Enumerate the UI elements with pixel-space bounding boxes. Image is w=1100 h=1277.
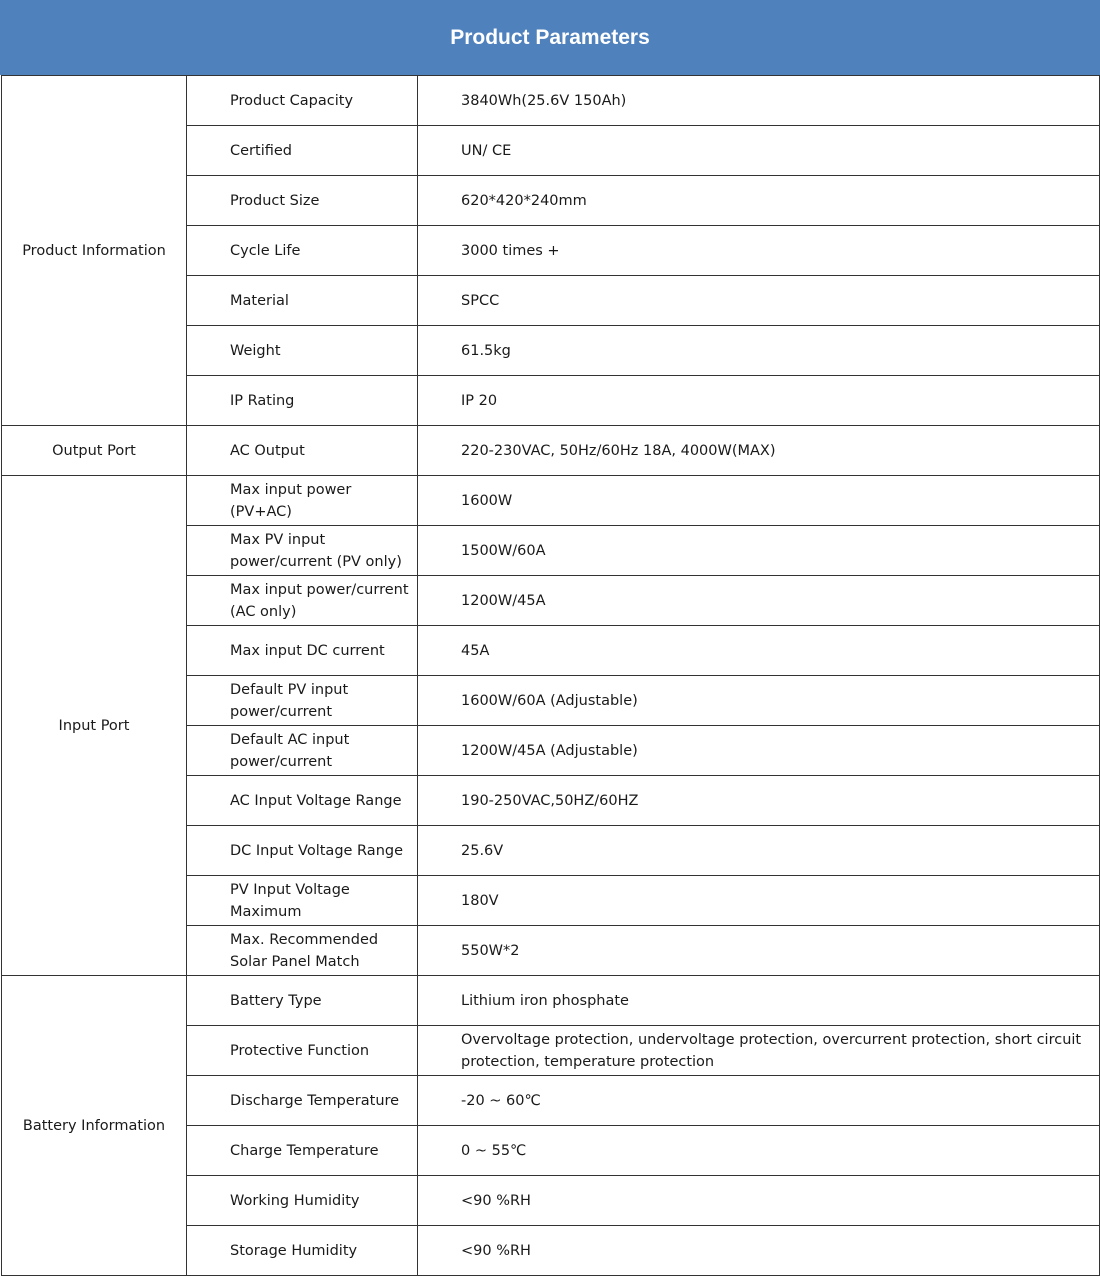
parameter-value: <90 %RH — [418, 1226, 1100, 1276]
parameter-value: 0 ~ 55℃ — [418, 1126, 1100, 1176]
parameter-name: Material — [187, 276, 418, 326]
parameter-value: <90 %RH — [418, 1176, 1100, 1226]
parameter-value: -20 ~ 60℃ — [418, 1076, 1100, 1126]
parameter-value: 25.6V — [418, 826, 1100, 876]
parameter-name: Cycle Life — [187, 226, 418, 276]
parameter-name: Charge Temperature — [187, 1126, 418, 1176]
parameter-value: IP 20 — [418, 376, 1100, 426]
parameter-name: DC Input Voltage Range — [187, 826, 418, 876]
parameter-name: Max PV input power/current (PV only) — [187, 526, 418, 576]
parameter-value: 1500W/60A — [418, 526, 1100, 576]
parameter-name: Default PV input power/current — [187, 676, 418, 726]
parameter-value: 3840Wh(25.6V 150Ah) — [418, 76, 1100, 126]
parameter-name: Discharge Temperature — [187, 1076, 418, 1126]
parameter-name: Working Humidity — [187, 1176, 418, 1226]
table-title: Product Parameters — [0, 0, 1100, 75]
group-label: Battery Information — [2, 976, 187, 1276]
parameter-value: 1200W/45A (Adjustable) — [418, 726, 1100, 776]
group-label: Product Information — [2, 76, 187, 426]
parameter-value: 1600W/60A (Adjustable) — [418, 676, 1100, 726]
parameter-name: Max input power (PV+AC) — [187, 476, 418, 526]
parameter-value: 61.5kg — [418, 326, 1100, 376]
table-row — [2, 476, 1100, 526]
parameter-value: 1200W/45A — [418, 576, 1100, 626]
table-row — [2, 976, 1100, 1026]
parameter-value: 45A — [418, 626, 1100, 676]
parameter-value: Lithium iron phosphate — [418, 976, 1100, 1026]
parameter-value: 220-230VAC, 50Hz/60Hz 18A, 4000W(MAX) — [418, 426, 1100, 476]
parameter-value: 550W*2 — [418, 926, 1100, 976]
parameter-name: AC Output — [187, 426, 418, 476]
parameter-name: Max. Recommended Solar Panel Match — [187, 926, 418, 976]
parameter-value: Overvoltage protection, undervoltage protection, overcurrent protection, short circuit protection, temperature protection — [418, 1026, 1100, 1076]
parameter-value: 180V — [418, 876, 1100, 926]
parameter-name: AC Input Voltage Range — [187, 776, 418, 826]
parameter-name: Storage Humidity — [187, 1226, 418, 1276]
parameter-name: IP Rating — [187, 376, 418, 426]
group-label: Output Port — [2, 426, 187, 476]
parameter-name: Default AC input power/current — [187, 726, 418, 776]
parameters-table — [1, 75, 1100, 1276]
parameter-value: 620*420*240mm — [418, 176, 1100, 226]
group-label: Input Port — [2, 476, 187, 976]
parameter-name: Product Capacity — [187, 76, 418, 126]
parameter-name: Protective Function — [187, 1026, 418, 1076]
parameter-value: UN/ CE — [418, 126, 1100, 176]
parameter-name: Weight — [187, 326, 418, 376]
parameter-name: PV Input Voltage Maximum — [187, 876, 418, 926]
parameter-name: Max input power/current (AC only) — [187, 576, 418, 626]
parameter-name: Max input DC current — [187, 626, 418, 676]
parameters-table-body — [2, 76, 1100, 1276]
parameter-value: 1600W — [418, 476, 1100, 526]
parameter-value: SPCC — [418, 276, 1100, 326]
table-row — [2, 426, 1100, 476]
parameter-name: Certified — [187, 126, 418, 176]
parameter-name: Product Size — [187, 176, 418, 226]
parameter-value: 3000 times + — [418, 226, 1100, 276]
parameter-name: Battery Type — [187, 976, 418, 1026]
parameter-value: 190-250VAC,50HZ/60HZ — [418, 776, 1100, 826]
table-row — [2, 76, 1100, 126]
